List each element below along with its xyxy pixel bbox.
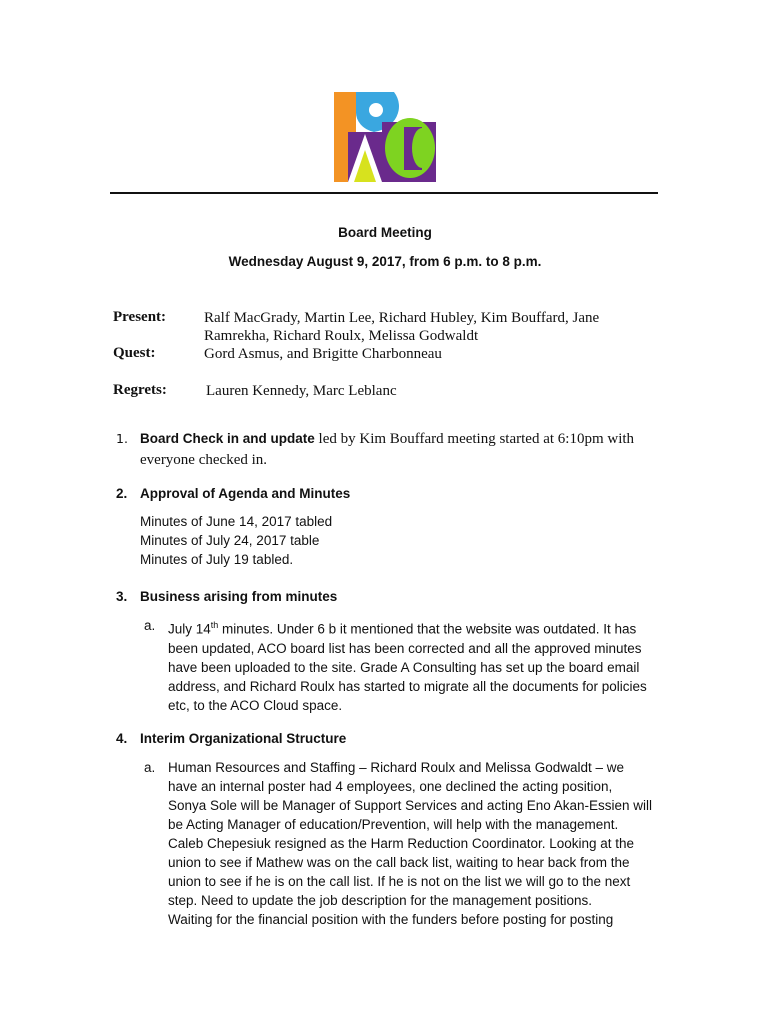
agenda-item-1 xyxy=(116,428,128,449)
agenda-item-4-heading: Interim Organizational Structure xyxy=(140,731,347,746)
sub-item-label: a. xyxy=(144,760,156,775)
regrets-label: Regrets: xyxy=(113,382,167,398)
para-line: been updated, ACO board list has been corrected and all the approved minutes xyxy=(168,640,642,656)
sub-item-label: a. xyxy=(144,618,156,633)
present-line-1: Ralf MacGrady, Martin Lee, Richard Hubley, Kim Bouffard, Jane xyxy=(204,310,600,326)
para-line: union to see if he is on the call list. If he is not on the list we will go to the next xyxy=(168,874,631,889)
item-text: led by Kim Bouffard meeting started at 6:10pm with xyxy=(314,431,635,447)
para-line: be Acting Manager of education/Prevention, will help with the management. xyxy=(168,817,619,832)
guest-label: Quest: xyxy=(113,345,156,361)
list-item: Minutes of July 19 tabled. xyxy=(140,552,294,567)
guest-list: Gord Asmus, and Brigitte Charbonneau xyxy=(204,346,442,362)
para-line: Human Resources and Staffing – Richard Roulx and Melissa Godwaldt – we xyxy=(168,760,624,775)
para-line: have been uploaded to the site. Grade A Consulting has set up the board email xyxy=(168,659,640,675)
aco-logo xyxy=(334,92,436,182)
present-label: Present: xyxy=(113,309,167,325)
list-item: Minutes of July 24, 2017 table xyxy=(140,533,320,548)
present-list xyxy=(204,309,644,345)
meeting-title: Board Meeting xyxy=(338,225,432,240)
agenda-item-2-heading: Approval of Agenda and Minutes xyxy=(140,486,351,501)
agenda-item-3-heading: Business arising from minutes xyxy=(140,589,338,604)
meeting-date: Wednesday August 9, 2017, from 6 p.m. to 8 p.m. xyxy=(228,254,542,269)
item-heading: Board Check in and update xyxy=(140,431,315,446)
para-line: Waiting for the financial position with the funders before posting for posting xyxy=(168,912,614,927)
para-line: etc, to the ACO Cloud space. xyxy=(168,697,343,713)
para-line: Sonya Sole will be Manager of Support Services and acting Eno Akan-Essien will xyxy=(168,798,653,813)
para-text: minutes. Under 6 b it mentioned that the website was outdated. It has xyxy=(218,621,637,637)
agenda-item-4-number: 4. xyxy=(116,731,128,746)
present-line-2: Ramrekha, Richard Roulx, Melissa Godwaldt xyxy=(204,328,479,344)
item-number: 1. xyxy=(116,431,128,446)
superscript: th xyxy=(210,620,219,630)
header-divider xyxy=(110,192,658,194)
agenda-item-1-body xyxy=(140,428,660,470)
agenda-item-3-number: 3. xyxy=(116,589,128,604)
item-text: everyone checked in. xyxy=(140,452,268,468)
agenda-item-3-paragraph xyxy=(168,616,658,715)
para-line: address, and Richard Roulx has started to migrate all the documents for policies xyxy=(168,678,647,694)
para-line: Caleb Chepesiuk resigned as the Harm Reduction Coordinator. Looking at the xyxy=(168,836,635,851)
agenda-item-2-number: 2. xyxy=(116,486,128,501)
minutes-list xyxy=(140,512,332,569)
list-item: Minutes of June 14, 2017 tabled xyxy=(140,514,333,529)
para-line: have an internal poster had 4 employees, one declined the acting position, xyxy=(168,779,613,794)
para-line: union to see if Mathew was on the call back list, waiting to hear back from the xyxy=(168,855,630,870)
para-line: step. Need to update the job description for the management positions. xyxy=(168,893,593,908)
regrets-list: Lauren Kennedy, Marc Leblanc xyxy=(206,383,397,399)
agenda-item-4-paragraph xyxy=(168,758,658,929)
para-text: July 14 xyxy=(168,621,211,637)
